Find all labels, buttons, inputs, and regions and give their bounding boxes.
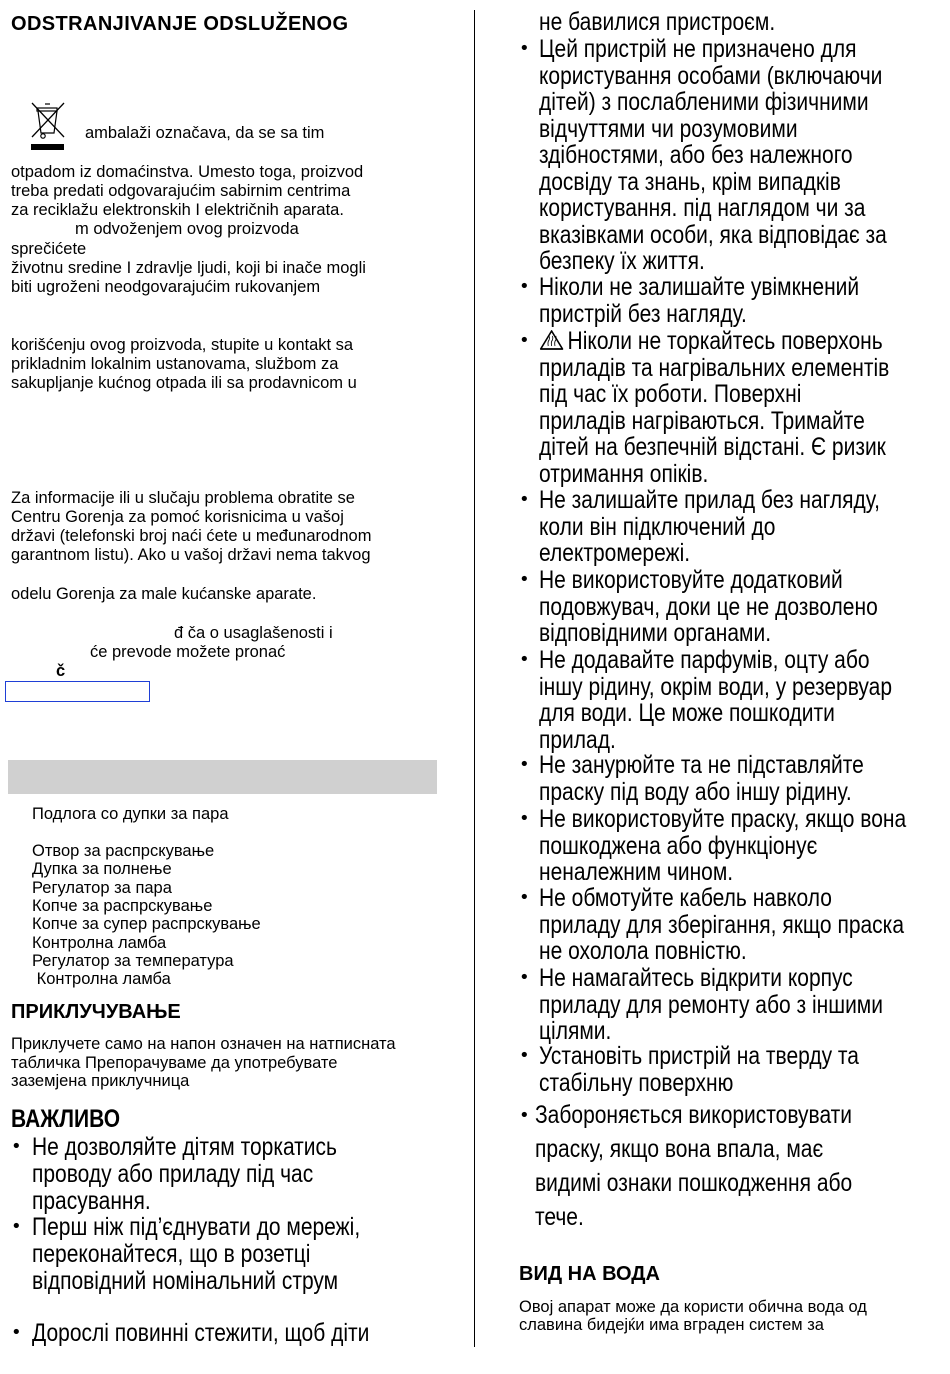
bullet: • bbox=[11, 1216, 22, 1237]
bullet: • bbox=[519, 1045, 530, 1066]
list-item-line: вказівками особи, яка відповідає за bbox=[539, 220, 887, 249]
disposal-line: sprečićete bbox=[11, 240, 87, 258]
part-item: Регулатор за температура bbox=[32, 952, 234, 970]
heading-important: ВАЖЛИВО bbox=[11, 1105, 121, 1133]
list-item-line: прилад. bbox=[539, 725, 616, 754]
list-item-line: дітей на безпечній відстані. Є ризик bbox=[539, 433, 886, 461]
declaration-line: đ ča o usaglašenosti i bbox=[174, 624, 333, 642]
bullet: • bbox=[519, 754, 530, 775]
list-item-line: приладів нагріваються. Тримайте bbox=[539, 406, 865, 435]
disposal-line: biti ugroženi neodgovarajućim rukovanjem bbox=[11, 278, 321, 296]
heading-water: ВИД НА ВОДА bbox=[519, 1263, 660, 1285]
contact-line: sakupljanje kućnog otpada ili sa prodavnicom u bbox=[11, 374, 357, 392]
part-item: Отвор за распрскување bbox=[32, 842, 215, 860]
list-item-line: приладу для зберігання, якщо праска bbox=[539, 910, 905, 939]
connect-line: Приклучете само на напон означен на натписната bbox=[11, 1035, 396, 1053]
list-item-line: іншу рідину, окрім води, у резервуар bbox=[539, 672, 893, 701]
hot-surface-warning-icon bbox=[539, 329, 564, 351]
list-item-line: Не додавайте парфумів, оцту або bbox=[539, 646, 870, 674]
list-item-line: Ніколи не залишайте увімкнений bbox=[539, 273, 860, 301]
bullet: • bbox=[519, 967, 530, 988]
list-item-line: Не обмотуйте кабель навколо bbox=[539, 884, 832, 912]
list-item-line: цілями. bbox=[539, 1017, 612, 1045]
disposal-line: životnu sredine I zdravlje ljudi, koji bi inače mogli bbox=[11, 259, 366, 277]
bullet: • bbox=[519, 489, 530, 510]
list-item-line: приладів та нагрівальних елементів bbox=[539, 353, 890, 382]
list-item-line: електромережі. bbox=[539, 539, 691, 567]
list-item-line: відповідними органами. bbox=[539, 619, 772, 647]
list-item-line: неналежним чином. bbox=[539, 858, 734, 886]
info-line: garantnom listu). Ako u vašoj državi nema takvog bbox=[11, 546, 371, 564]
bullet: • bbox=[519, 38, 530, 59]
declaration-link[interactable] bbox=[5, 681, 150, 702]
list-item-line: Установіть пристрій на тверду та bbox=[539, 1042, 859, 1070]
part-item: Контролна ламба bbox=[32, 934, 167, 952]
heading-disposal: ODSTRANJIVANJE ODSLUŽENOG bbox=[11, 13, 349, 35]
list-item-line: здібностями, або без належного bbox=[539, 141, 853, 169]
list-item-line: досвіду та знань, крім випадків bbox=[539, 167, 841, 196]
bullet: • bbox=[11, 1322, 22, 1343]
connect-line: табличка Препорачуваме да употребувате bbox=[11, 1054, 338, 1072]
list-item-line: відчуттями чи розумовими bbox=[539, 114, 798, 143]
list-item-line: Цей пристрій не призначено для bbox=[539, 35, 857, 63]
list-item-line: Не використовуйте додатковий bbox=[539, 566, 843, 594]
bullet: • bbox=[519, 808, 530, 829]
contact-line: korišćenju ovog proizvoda, stupite u kontakt sa bbox=[11, 336, 354, 354]
info-line: Centru Gorenja za pomoć korisnicima u vašoj bbox=[11, 508, 344, 526]
continuation-line: не бавилися пристроєм. bbox=[539, 8, 776, 36]
connect-line: заземјена приклучница bbox=[11, 1072, 190, 1090]
list-item-line: Ніколи не торкайтесь поверхонь bbox=[539, 328, 883, 355]
part-item: Копче за супер распрскување bbox=[32, 915, 261, 933]
list-item-line: отримання опіків. bbox=[539, 459, 709, 488]
disposal-line: treba predati odgovarajućim sabirnim centrima bbox=[11, 182, 351, 200]
contact-line: prikladnim lokalnim ustanovama, službom za bbox=[11, 355, 339, 373]
bullet: • bbox=[519, 1105, 530, 1126]
disposal-line: m odvoženjem ovog proizvoda bbox=[75, 220, 299, 238]
list-item-line: Не занурюйте та не підставляйте bbox=[539, 751, 864, 779]
declaration-line: č bbox=[56, 662, 66, 680]
bullet: • bbox=[519, 569, 530, 590]
heading-connect: ПРИКЛУЧУВАЊЕ bbox=[11, 1001, 181, 1023]
declaration-line: će prevode možete pronać bbox=[90, 643, 286, 661]
bullet: • bbox=[519, 276, 530, 297]
list-item-line: пошкоджена або функціонує bbox=[539, 831, 818, 860]
water-line: Овој апарат може да користи обична вода од bbox=[519, 1298, 867, 1316]
disposal-line: otpadom iz domaćinstva. Umesto toga, proizvod bbox=[11, 163, 364, 181]
part-item: Подлога со дупки за пара bbox=[32, 805, 229, 823]
list-item-line: користування особами (включаючи bbox=[539, 61, 883, 90]
list-item-line: дітей) з послабленими фізичними bbox=[539, 88, 869, 116]
list-item-line: подовжувач, доки це не дозволено bbox=[539, 592, 878, 621]
column-divider bbox=[474, 10, 475, 1347]
bullet: • bbox=[519, 330, 530, 351]
bullet: • bbox=[11, 1136, 22, 1157]
list-item-line: коли він підключений до bbox=[539, 512, 776, 541]
bin-text: ambalaži označava, da se sa tim bbox=[85, 124, 325, 142]
list-item-line: під час їх роботи. Поверхні bbox=[539, 380, 802, 408]
list-item-line: для води. Це може пошкодити bbox=[539, 699, 835, 727]
bullet: • bbox=[519, 649, 530, 670]
part-item: Копче за распрскување bbox=[32, 897, 213, 915]
list-item-line: пристрій без нагляду. bbox=[539, 299, 747, 328]
bullet: • bbox=[519, 887, 530, 908]
list-item-line: користування. під наглядом чи за bbox=[539, 194, 866, 222]
list-item-line: безпеку їх життя. bbox=[539, 247, 705, 275]
list-item-line: Не намагайтесь відкрити корпус bbox=[539, 964, 853, 992]
list-item-line: Не використовуйте праску, якщо вона bbox=[539, 805, 907, 833]
list-item-line: не охолола повністю. bbox=[539, 937, 747, 965]
list-item-line: приладу для ремонту або з іншими bbox=[539, 990, 883, 1019]
part-item: Контролна ламба bbox=[32, 970, 171, 988]
part-item: Регулатор за пара bbox=[32, 879, 172, 897]
disposal-line: za reciklažu elektronskih I električnih aparata. bbox=[11, 201, 344, 219]
part-item: Дупка за полнење bbox=[32, 860, 172, 878]
water-line: славина бидејќи има вграден систем за bbox=[519, 1316, 824, 1334]
list-item-line: стабільну поверхню bbox=[539, 1068, 734, 1097]
info-line: Za informacije ili u slučaju problema obratite se bbox=[11, 489, 355, 507]
crossed-out-wheelie-bin-icon bbox=[28, 99, 70, 153]
section-header-bar bbox=[8, 760, 437, 794]
list-item-line: праску під воду або іншу рідину. bbox=[539, 777, 852, 806]
list-item-line: Не залишайте прилад без нагляду, bbox=[539, 486, 880, 514]
info-line: državi (telefonski broj naći ćete u međunarodnom bbox=[11, 527, 372, 545]
odelu-line: odelu Gorenja za male kućanske aparate. bbox=[11, 585, 317, 603]
